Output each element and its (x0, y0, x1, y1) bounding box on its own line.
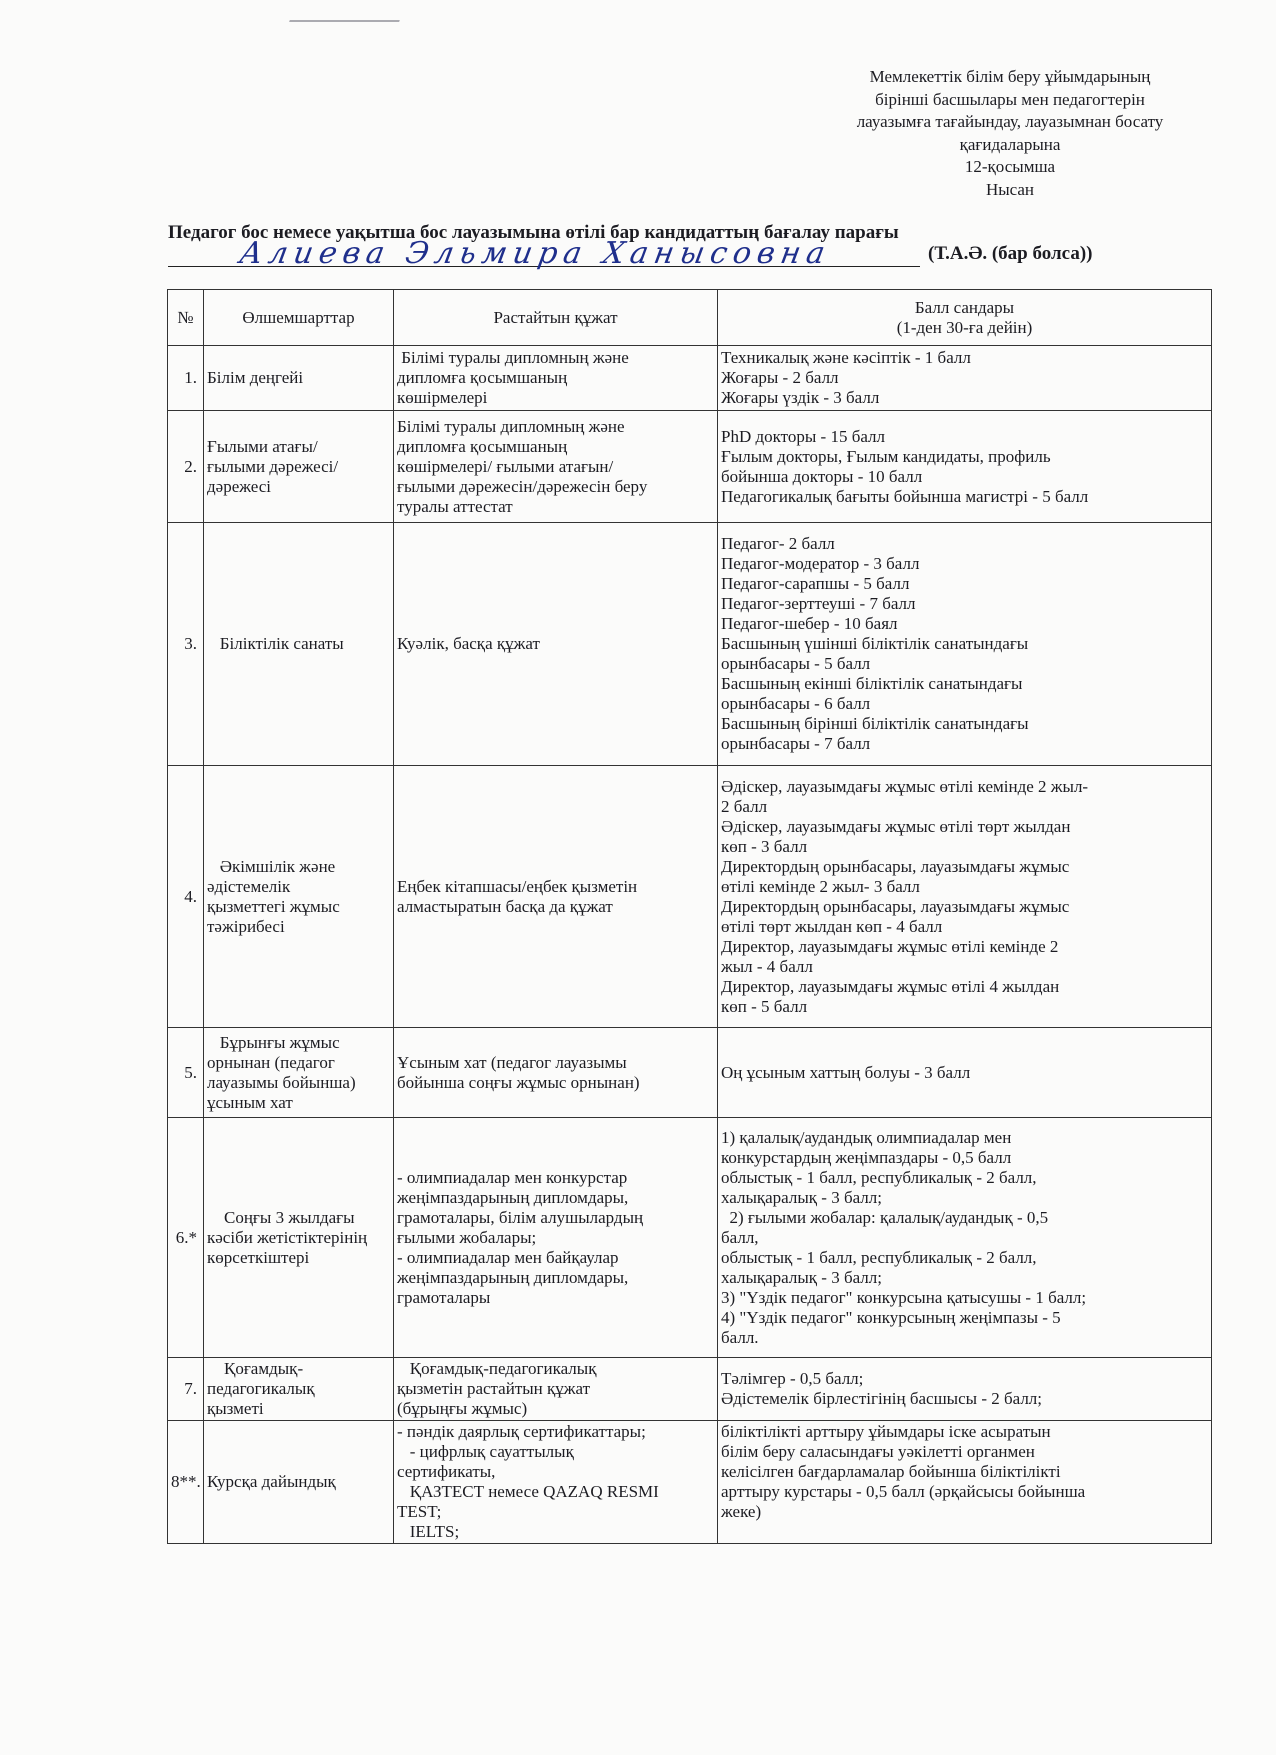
criteria-cell (204, 1358, 394, 1421)
score-cell-line: Жоғары үздік - 3 балл (721, 388, 880, 407)
score-cell-line: Педагогикалық бағыты бойынша магистрі - 5 балл (721, 486, 1089, 506)
table-header-row (168, 290, 1212, 346)
score-cell-line: Басшының бірінші біліктілік санатындағы (721, 714, 1029, 733)
document-cell (394, 523, 718, 766)
document-cell-line: көшірмелері (397, 388, 488, 407)
table-row (168, 1358, 1212, 1421)
criteria-cell (204, 411, 394, 523)
scan-mark (289, 6, 405, 22)
table-row (168, 1421, 1212, 1544)
score-cell-line: конкурстардың жеңімпаздары - 0,5 балл (721, 1147, 1012, 1167)
score-cell-line: Басшының үшінші біліктілік санатындағы (721, 634, 1029, 653)
candidate-name-handwritten: Алиева Эльмира Ханысовна (236, 236, 834, 271)
header-line: 12-қосымша (964, 157, 1056, 176)
table-row (168, 411, 1212, 523)
score-cell-line: Директордың орынбасары, лауазымдағы жұмыс (721, 896, 1070, 916)
document-cell (394, 1118, 718, 1358)
score-cell-line: облыстық - 1 балл, республикалық - 2 балл, (721, 1247, 1037, 1267)
header-score (718, 290, 1212, 346)
score-cell (718, 1358, 1212, 1421)
table-row (168, 766, 1212, 1028)
document-cell-line: Қоғамдық-педагогикалық (397, 1359, 597, 1378)
document-cell-line: - олимпиадалар мен конкурстар (397, 1167, 628, 1187)
document-cell (394, 1421, 718, 1544)
score-cell-line: орынбасары - 5 балл (721, 654, 871, 673)
criteria-cell-line: дәрежесі (207, 476, 271, 496)
score-cell (718, 523, 1212, 766)
score-cell-line: орынбасары - 7 балл (721, 734, 871, 753)
table-row (168, 1118, 1212, 1358)
score-cell-line: Директор, лауазымдағы жұмыс өтілі 4 жылдан (721, 976, 1060, 996)
header-criteria: Өлшемшарттар (204, 290, 394, 346)
table-row (168, 1028, 1212, 1118)
document-cell-line: Білімі туралы дипломның және (397, 348, 629, 367)
criteria-cell-line: Ғылыми атағы/ (207, 436, 318, 456)
criteria-cell-line: Бұрынғы жұмыс (207, 1032, 340, 1052)
score-cell-line: халықаралық - 3 балл; (721, 1267, 882, 1287)
document-cell-line: дипломға қосымшаның (397, 436, 568, 456)
fio-label: (Т.А.Ә. (бар болса)) (928, 243, 1093, 264)
score-cell-line: жыл - 4 балл (721, 956, 813, 976)
score-cell-line: көп - 3 балл (721, 836, 808, 856)
header-num: № (168, 290, 204, 346)
document-cell-line: ғылыми дәрежесін/дәрежесін беру (397, 476, 648, 496)
score-cell-line: Әдістемелік бірлестігінің басшысы - 2 балл; (721, 1389, 1043, 1408)
header-line: бірінші басшылары мен педагогтерін (875, 89, 1145, 109)
document-cell-line: дипломға қосымшаның (397, 368, 568, 387)
score-cell-line: балл. (721, 1327, 759, 1347)
document-cell-line: Ұсыным хат (педагог лауазымы (397, 1052, 627, 1072)
score-cell-line: PhD докторы - 15 балл (721, 426, 886, 446)
score-cell-line: Әдіскер, лауазымдағы жұмыс өтілі кемінде 2 жыл- (721, 776, 1089, 796)
criteria-cell (204, 1118, 394, 1358)
row-number: 8**. (168, 1421, 204, 1544)
criteria-cell-line: орнынан (педагог (207, 1052, 335, 1072)
header-line: Нысан (985, 179, 1035, 199)
score-cell-line: білім беру саласындағы уәкілетті органмен (721, 1442, 1035, 1461)
score-cell-line: 4) "Үздік педагог" конкурсының жеңімпазы - 5 (721, 1307, 1061, 1327)
criteria-cell-line: кәсіби жетістіктерінің (207, 1227, 368, 1247)
criteria-cell (204, 523, 394, 766)
score-cell (718, 346, 1212, 411)
score-cell-line: халықаралық - 3 балл; (721, 1187, 882, 1207)
score-cell-line: арттыру курстары - 0,5 балл (әрқайсысы бойынша (721, 1482, 1086, 1501)
score-cell-line: Оң ұсыным хаттың болуы - 3 балл (721, 1062, 971, 1082)
score-cell-line: Педагог-модератор - 3 балл (721, 554, 920, 573)
document-cell-line: Білімі туралы дипломның және (397, 416, 625, 436)
document-cell-line: TEST; (397, 1502, 442, 1521)
document-cell-line: көшірмелері/ ғылыми атағын/ (397, 456, 614, 476)
score-cell-line: балл, (721, 1227, 759, 1247)
document-cell-line: грамоталары, білім алушылардың (397, 1207, 644, 1227)
criteria-cell (204, 766, 394, 1028)
header-line: лауазымға тағайындау, лауазымнан босату (856, 112, 1164, 131)
document-cell-line: ғылыми жобалары; (397, 1227, 537, 1247)
score-cell-line: көп - 5 балл (721, 996, 808, 1016)
score-cell-line: орынбасары - 6 балл (721, 694, 871, 713)
score-cell (718, 1028, 1212, 1118)
document-cell-line: грамоталары (397, 1287, 491, 1307)
criteria-cell-line: Қоғамдық- (207, 1359, 304, 1378)
score-cell-line: Педагог-шебер - 10 баял (721, 614, 898, 633)
score-cell-line: келісілген бағдарламалар бойынша біліктілікті (721, 1462, 1061, 1481)
criteria-cell-line: қызметі (207, 1399, 264, 1418)
score-cell-line: Әдіскер, лауазымдағы жұмыс өтілі төрт жылдан (721, 816, 1071, 836)
criteria-cell-line: Соңғы 3 жылдағы (207, 1207, 355, 1227)
score-cell-line: өтілі төрт жылдан көп - 4 балл (721, 916, 943, 936)
row-number: 1. (168, 346, 204, 411)
document-cell (394, 1358, 718, 1421)
score-cell-line: Тәлімгер - 0,5 балл; (721, 1369, 864, 1388)
document-cell-line: Еңбек кітапшасы/еңбек қызметін (397, 876, 638, 896)
header-document: Растайтын құжат (394, 290, 718, 346)
criteria-cell (204, 1421, 394, 1544)
criteria-cell (204, 1028, 394, 1118)
score-cell-line: Басшының екінші біліктілік санатындағы (721, 674, 1023, 693)
score-cell-line: біліктілікті арттыру ұйымдары іске асыратын (721, 1422, 1051, 1441)
document-cell-line: Куәлік, басқа құжат (397, 634, 540, 653)
score-cell-line: Педагог-зерттеуші - 7 балл (721, 594, 916, 613)
criteria-cell-line: Біліктілік санаты (207, 634, 344, 653)
document-title: Педагог бос немесе уақытша бос лауазымына өтілі бар кандидаттың бағалау парағы (168, 222, 899, 243)
document-cell (394, 411, 718, 523)
header-score-line: Балл сандары (914, 297, 1015, 317)
row-number: 4. (168, 766, 204, 1028)
document-cell (394, 766, 718, 1028)
header-line: Мемлекеттік білім беру ұйымдарының (869, 67, 1151, 86)
document-cell-line: - пәндік даярлық сертификаттары; (397, 1422, 646, 1441)
document-cell-line: жеңімпаздарының дипломдары, (397, 1267, 629, 1287)
evaluation-table (167, 289, 1212, 1544)
document-cell-line: бойынша соңғы жұмыс орнынан) (397, 1072, 640, 1092)
criteria-cell-line: көрсеткіштері (207, 1247, 310, 1267)
criteria-cell-line: педагогикалық (207, 1379, 315, 1398)
criteria-cell-line: қызметтегі жұмыс (207, 896, 340, 916)
document-cell-line: ҚАЗТЕСТ немесе QAZAQ RESMI (397, 1482, 659, 1501)
score-cell-line: 1) қалалық/аудандық олимпиадалар мен (721, 1127, 1012, 1147)
score-cell-line: 2) ғылыми жобалар: қалалық/аудандық - 0,5 (721, 1207, 1049, 1227)
score-cell-line: өтілі кемінде 2 жыл- 3 балл (721, 876, 920, 896)
score-cell-line: жеке) (721, 1502, 762, 1521)
criteria-cell-line: ұсыным хат (207, 1092, 293, 1112)
criteria-cell-line: Білім деңгейі (207, 368, 304, 387)
document-cell (394, 1028, 718, 1118)
criteria-cell-line: ғылыми дәрежесі/ (207, 456, 339, 476)
document-cell-line: - олимпиадалар мен байқаулар (397, 1247, 619, 1267)
document-cell-line: қызметін растайтын құжат (397, 1379, 591, 1398)
score-cell-line: Педагог-сарапшы - 5 балл (721, 574, 910, 593)
score-cell-line: Ғылым докторы, Ғылым кандидаты, профиль (721, 446, 1051, 466)
criteria-cell-line: әдістемелік (207, 876, 291, 896)
criteria-cell-line: лауазымы бойынша) (207, 1072, 356, 1092)
score-cell (718, 1118, 1212, 1358)
criteria-cell-line: тәжірибесі (207, 916, 285, 936)
table-row (168, 523, 1212, 766)
document-cell-line: туралы аттестат (397, 496, 513, 516)
header-score-line: (1-ден 30-ға дейін) (896, 317, 1033, 337)
score-cell-line: Педагог- 2 балл (721, 534, 835, 553)
document-cell-line: - цифрлық сауаттылық (397, 1442, 574, 1461)
row-number: 5. (168, 1028, 204, 1118)
criteria-cell-line: Әкімшілік және (207, 856, 336, 876)
score-cell-line: облыстық - 1 балл, республикалық - 2 балл, (721, 1167, 1037, 1187)
header-line: қағидаларына (959, 134, 1061, 154)
score-cell (718, 411, 1212, 523)
document-cell-line: IELTS; (397, 1522, 460, 1541)
score-cell-line: 3) "Үздік педагог" конкурсына қатысушы - 1 балл; (721, 1287, 1087, 1307)
criteria-cell-line: Курсқа дайындық (207, 1472, 336, 1491)
score-cell-line: 2 балл (721, 796, 768, 816)
score-cell (718, 1421, 1212, 1544)
row-number: 7. (168, 1358, 204, 1421)
score-cell-line: Директор, лауазымдағы жұмыс өтілі кемінде 2 (721, 936, 1059, 956)
document-cell-line: алмастыратын басқа да құжат (397, 896, 613, 916)
criteria-cell (204, 346, 394, 411)
row-number: 6.* (168, 1118, 204, 1358)
document-cell-line: (бұрыңғы жұмыс) (397, 1399, 528, 1418)
score-cell-line: Техникалық және кәсіптік - 1 балл (721, 348, 971, 367)
document-cell-line: сертификаты, (397, 1462, 496, 1481)
score-cell-line: бойынша докторы - 10 балл (721, 466, 923, 486)
row-number: 3. (168, 523, 204, 766)
table-row (168, 346, 1212, 411)
score-cell-line: Жоғары - 2 балл (721, 368, 839, 387)
document-cell (394, 346, 718, 411)
header-note (800, 66, 1220, 201)
score-cell-line: Директордың орынбасары, лауазымдағы жұмыс (721, 856, 1070, 876)
document-cell-line: жеңімпаздарының дипломдары, (397, 1187, 629, 1207)
score-cell (718, 766, 1212, 1028)
row-number: 2. (168, 411, 204, 523)
